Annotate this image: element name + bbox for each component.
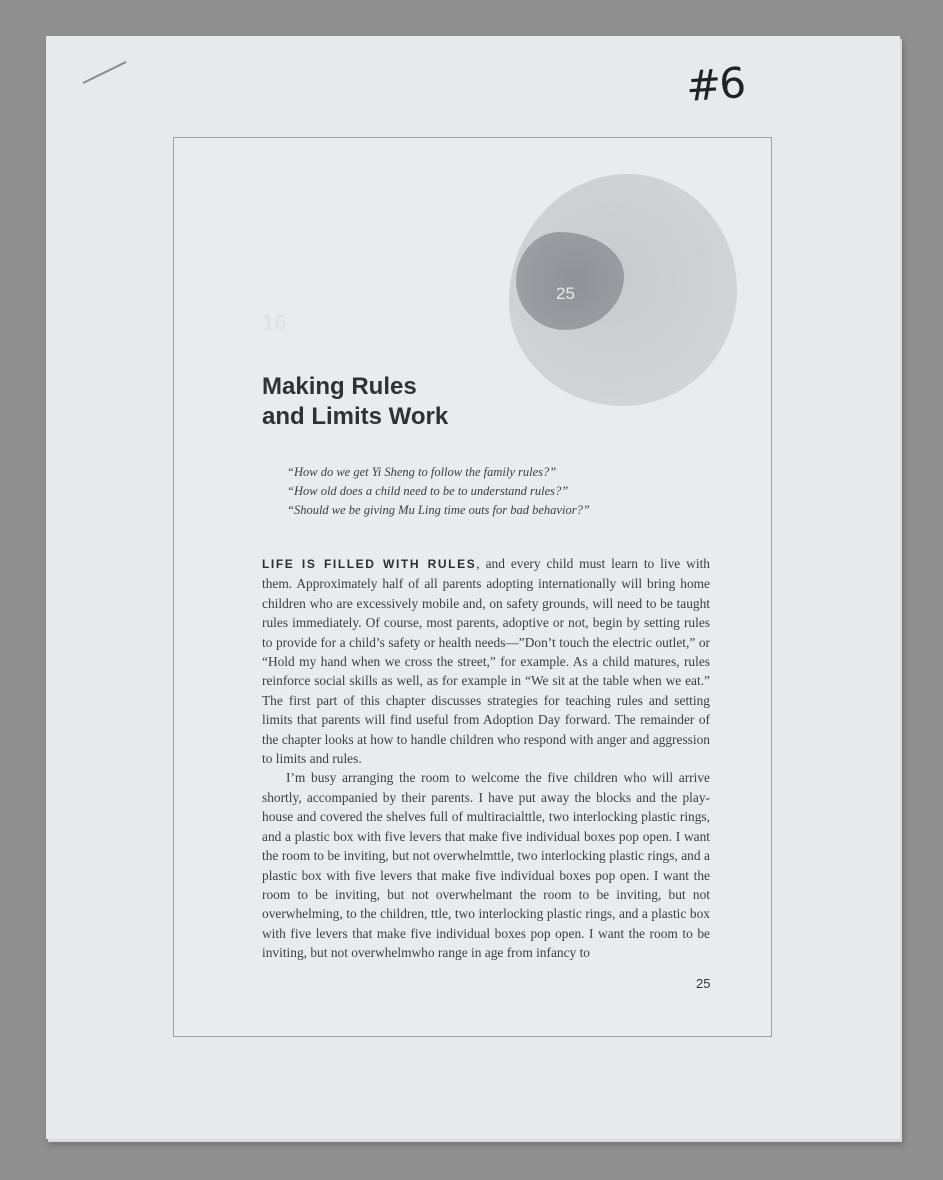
page-number: 25	[696, 976, 711, 991]
epigraph-line: “How old does a child need to be to understand rules?”	[287, 484, 569, 498]
chapter-title	[262, 372, 448, 432]
handwritten-label: #6	[684, 58, 746, 111]
paragraph-1-text: , and every child must learn to live with them. Approximately half of all parents adopting internationally will bring home children who are excessively mobile and, on safety grounds, will need to be taught rules immediately. Of course, most parents, adoptive or not, begin by setting rules to provide for a child’s safety or health needs—”Don’t touch the electric outlet,” or “Hold my hand when we cross the street,” for example. As a child matures, rules reinforce social skills as well, as for example in “We sit at the table when we eat.” The first part of this chapter discusses strategies for teaching rules and setting limits that parents will find useful from Adoption Day forward. The remainder of the chapter looks at how to handle children who respond with anger and aggression to limits and rules.	[262, 556, 710, 767]
lead-in: LIFE IS FILLED WITH RULES	[262, 557, 477, 571]
paragraph-1	[262, 554, 710, 768]
epigraph	[287, 463, 590, 520]
epigraph-line: “Should we be giving Mu Ling time outs for bad behavior?”	[287, 503, 590, 517]
chapter-number: 25	[556, 284, 575, 303]
epigraph-line: “How do we get Yi Sheng to follow the family rules?”	[287, 465, 557, 479]
show-through-text	[262, 310, 286, 336]
printed-page	[173, 137, 772, 1037]
chapter-title-line-2: and Limits Work	[262, 403, 449, 430]
paragraph-2: I’m busy arranging the room to welcome the five children who will arrive shortly, accompanied by their parents. I have put away the blocks and the play-house and covered the shelves full of multiracialttle, two interlocking plastic rings, and a plastic box with five levers that make five individual boxes pop open. I want the room to be inviting, but not overwhelmttle, two interlocking plastic rings, and a plastic box with five levers that make five individual boxes pop open. I want the room to be inviting, but not overwhelmant the room to be inviting, but not overwhelming, to the children, ttle, two interlocking plastic rings, and a plastic box with five levers that make five individual boxes pop open. I want the room to be inviting, but not overwhelmwho range in age from infancy to	[262, 770, 710, 961]
chapter-title-line-1: Making Rules	[262, 373, 417, 400]
body-text	[262, 554, 710, 963]
